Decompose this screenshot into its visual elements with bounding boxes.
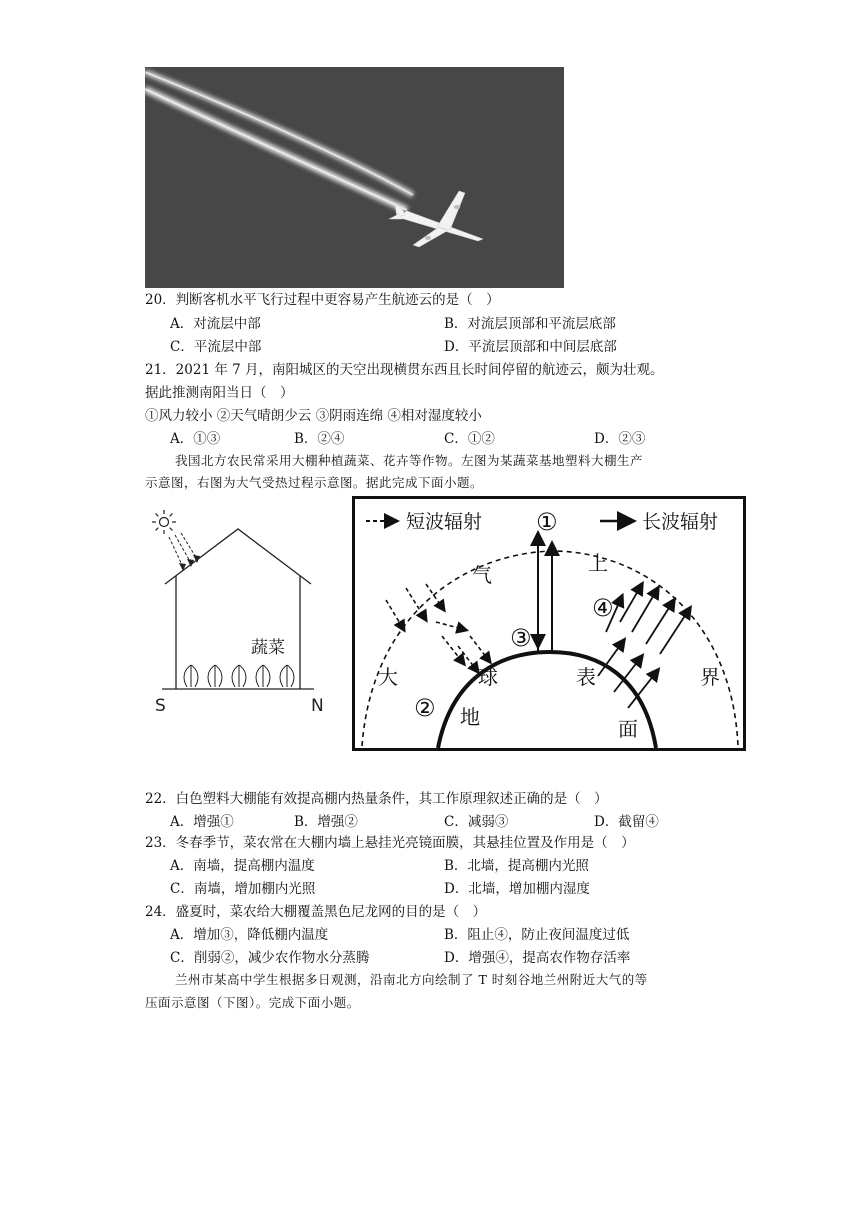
question-24-stem: 24．盛夏时，菜农给大棚覆盖黑色尼龙网的目的是（ ） — [145, 904, 487, 920]
sun-icon — [152, 510, 176, 534]
question-23-stem: 23．冬春季节，菜农常在大棚内墙上悬挂光亮镜面膜，其悬挂位置及作用是（ ） — [145, 835, 635, 851]
question-20-stem: 20．判断客机水平飞行过程中更容易产生航迹云的是（ ） — [145, 292, 500, 308]
intro-2-line2: 压面示意图（下图）。完成下面小题。 — [145, 995, 360, 1010]
q23-option-c[interactable]: C．南墙，增加棚内光照 — [170, 881, 316, 897]
q21-option-b[interactable]: B．②④ — [294, 431, 345, 447]
north-label: N — [311, 696, 324, 716]
label-3: ③ — [510, 624, 532, 652]
vegetable-label: 蔬菜 — [251, 638, 285, 658]
q21-option-a[interactable]: A．①③ — [170, 431, 221, 447]
question-22-stem: 22．白色塑料大棚能有效提高棚内热量条件，其工作原理叙述正确的是（ ） — [145, 791, 608, 807]
q23-option-a[interactable]: A．南墙，提高棚内温度 — [170, 858, 315, 874]
q24-option-c[interactable]: C．削弱②，减少农作物水分蒸腾 — [170, 950, 370, 966]
q21-option-d[interactable]: D．②③ — [594, 431, 646, 447]
atmosphere-char-qi: 气 — [472, 563, 492, 587]
q22-option-c[interactable]: C．减弱③ — [444, 814, 509, 830]
earth-char-mian: 面 — [618, 717, 638, 741]
q20-option-d[interactable]: D．平流层顶部和中间层底部 — [444, 339, 617, 355]
q22-option-d[interactable]: D．截留④ — [594, 814, 659, 830]
intro-2-line1: 兰州市某高中学生根据多日观测，沿南北方向绘制了 T 时刻谷地兰州附近大气的等 — [175, 972, 648, 987]
label-2: ② — [414, 694, 436, 722]
q22-option-a[interactable]: A．增强① — [170, 814, 234, 830]
q24-option-a[interactable]: A．增加③，降低棚内温度 — [170, 927, 329, 943]
q24-option-d[interactable]: D．增强④，提高农作物存活率 — [444, 950, 631, 966]
vegetable-plants — [184, 665, 294, 687]
atmosphere-char-da: 大 — [378, 665, 398, 689]
south-label: S — [155, 696, 166, 716]
q20-option-a[interactable]: A．对流层中部 — [170, 316, 261, 332]
earth-char-qiu: 球 — [478, 665, 498, 689]
question-21-stem-line1: 21．2021 年 7 月，南阳城区的天空出现横贯东西且长时间停留的航迹云，颇为壮观。 — [145, 362, 664, 378]
label-1: ① — [536, 508, 558, 536]
q21-option-c[interactable]: C．①② — [444, 431, 495, 447]
earth-char-biao: 表 — [576, 665, 596, 689]
atmosphere-char-shang: 上 — [588, 551, 608, 575]
question-21-stem-line2: 据此推测南阳当日（ ） — [145, 385, 294, 401]
label-4: ④ — [592, 594, 614, 622]
q20-option-b[interactable]: B．对流层顶部和平流层底部 — [444, 316, 616, 332]
q20-option-c[interactable]: C．平流层中部 — [170, 339, 262, 355]
q22-option-b[interactable]: B．增强② — [294, 814, 358, 830]
intro-1-line2: 示意图，右图为大气受热过程示意图。据此完成下面小题。 — [145, 475, 484, 490]
legend-longwave: 长波辐射 — [642, 511, 719, 533]
atmosphere-char-jie: 界 — [700, 665, 720, 689]
contrail-photo — [145, 67, 564, 288]
q23-option-b[interactable]: B．北墙，提高棚内光照 — [444, 858, 589, 874]
atmosphere-heating-diagram — [352, 496, 746, 751]
intro-1-line1: 我国北方农民常采用大棚种植蔬菜、花卉等作物。左图为某蔬菜基地塑料大棚生产 — [175, 453, 644, 468]
question-21-items: ①风力较小 ②天气晴朗少云 ③阴雨连绵 ④相对湿度较小 — [145, 408, 482, 424]
q23-option-d[interactable]: D．北墙，增加棚内湿度 — [444, 881, 590, 897]
earth-char-di: 地 — [460, 705, 480, 729]
q24-option-b[interactable]: B．阻止④，防止夜间温度过低 — [444, 927, 630, 943]
greenhouse-diagram — [145, 505, 330, 720]
legend-shortwave: 短波辐射 — [406, 511, 483, 533]
